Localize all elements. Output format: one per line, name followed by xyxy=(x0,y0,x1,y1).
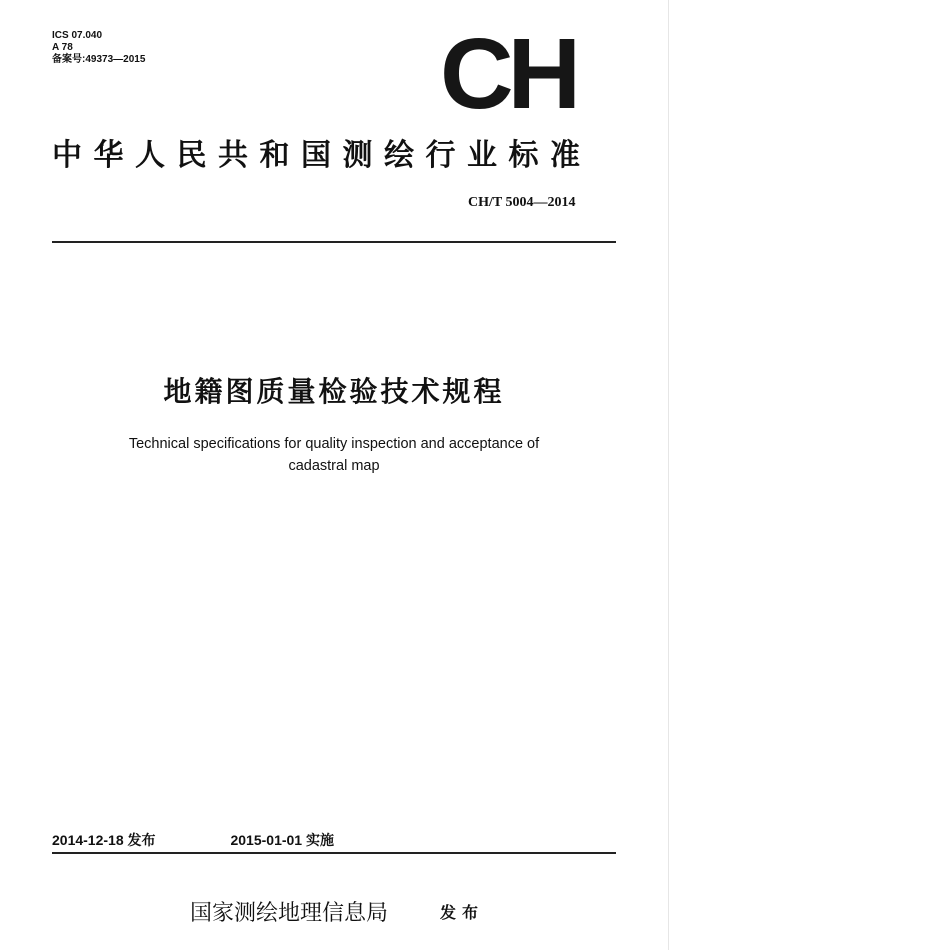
viewer-background xyxy=(668,0,950,950)
class-code: A 78 xyxy=(52,42,73,53)
ics-code: ICS 07.040 xyxy=(52,30,103,41)
record-number: 备案号:49373—2015 xyxy=(52,54,146,65)
english-title-line-2: cadastral map xyxy=(288,458,380,474)
document-title-chinese: 地籍图质量检验技术规程 xyxy=(163,376,505,407)
issue-date: 2014-12-18 发布 xyxy=(52,832,156,848)
english-title-line-1: Technical specifications for quality inspection and acceptance of xyxy=(128,436,540,452)
document-title-english xyxy=(100,433,568,477)
standard-code: CH/T 5004—2014 xyxy=(468,195,576,210)
top-divider xyxy=(52,241,616,243)
effective-date: 2015-01-01 实施 xyxy=(230,832,334,848)
issuing-authority: 国家测绘地理信息局 xyxy=(190,900,389,925)
issue-label: 发布 xyxy=(440,905,485,922)
industry-standard-title: 中华人民共和国测绘行业标准 xyxy=(52,139,592,172)
bottom-divider xyxy=(52,852,616,854)
classification-block xyxy=(52,30,145,66)
ch-logo: CH xyxy=(440,18,576,130)
